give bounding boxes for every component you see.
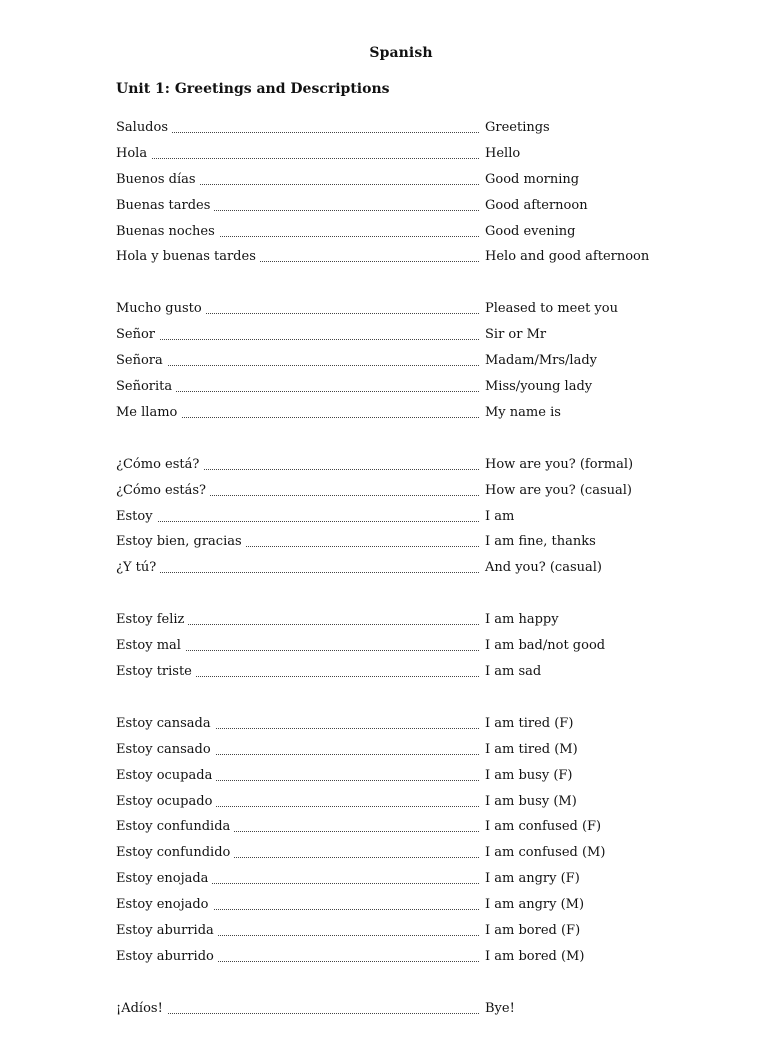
spanish-term-cell <box>116 244 479 270</box>
spanish-term: Señorita <box>116 379 176 394</box>
vocab-row <box>116 814 676 840</box>
unit-title: Unit 1: Greetings and Descriptions <box>116 81 390 97</box>
spanish-term: Mucho gusto <box>116 301 206 316</box>
spanish-term-cell <box>116 659 479 685</box>
spanish-term-cell <box>116 193 479 219</box>
spanish-term: Señor <box>116 327 159 342</box>
vocab-row <box>116 866 676 892</box>
english-translation: Pleased to meet you <box>485 301 618 317</box>
spanish-term: ¿Cómo está? <box>116 457 203 472</box>
english-translation: Good evening <box>485 223 576 239</box>
vocab-row <box>116 322 676 348</box>
spanish-term: Hola <box>116 146 151 161</box>
vocab-row <box>116 348 676 374</box>
english-translation: I am fine, thanks <box>485 534 596 550</box>
spanish-term-cell <box>116 763 479 789</box>
vocab-row <box>116 711 676 737</box>
vocab-row <box>116 219 676 245</box>
spanish-term: Buenas tardes <box>116 198 214 213</box>
vocab-row <box>116 737 676 763</box>
spanish-term-cell <box>116 892 479 918</box>
spanish-term: Estoy ocupado <box>116 794 216 809</box>
spanish-term: ¿Y tú? <box>116 560 160 575</box>
english-translation: I am bored (M) <box>485 948 585 964</box>
spanish-term: Estoy enojado <box>116 897 213 912</box>
vocab-row <box>116 633 676 659</box>
vocab-row <box>116 141 676 167</box>
spanish-term: Buenos días <box>116 172 200 187</box>
english-translation: Good morning <box>485 171 580 187</box>
english-translation: I am busy (F) <box>485 767 573 783</box>
english-translation: How are you? (casual) <box>485 482 632 498</box>
english-translation: Bye! <box>485 1000 515 1016</box>
spanish-term: Me llamo <box>116 405 181 420</box>
vocab-row <box>116 115 676 141</box>
spanish-term: Estoy enojada <box>116 871 212 886</box>
vocab-row <box>116 478 676 504</box>
vocab-row <box>116 892 676 918</box>
spanish-term-cell <box>116 996 479 1022</box>
spanish-term-cell <box>116 607 479 633</box>
vocab-row <box>116 504 676 530</box>
spanish-term: Estoy feliz <box>116 612 188 627</box>
spanish-term: Estoy <box>116 509 157 524</box>
english-translation: I am tired (F) <box>485 715 574 731</box>
vocab-group <box>116 115 676 270</box>
english-translation: I am confused (M) <box>485 845 606 861</box>
dot-leader <box>116 339 479 340</box>
english-translation: Sir or Mr <box>485 327 547 343</box>
spanish-term-cell <box>116 115 479 141</box>
spanish-term: Estoy cansado <box>116 742 215 757</box>
english-translation: I am busy (M) <box>485 793 577 809</box>
spanish-term: Estoy triste <box>116 664 196 679</box>
spanish-term: Buenas noches <box>116 224 219 239</box>
english-translation: I am <box>485 508 515 524</box>
vocab-row <box>116 763 676 789</box>
english-translation: Hello <box>485 145 521 161</box>
spanish-term: Estoy ocupada <box>116 768 216 783</box>
spanish-term: ¿Cómo estás? <box>116 483 210 498</box>
vocab-row <box>116 607 676 633</box>
spanish-term-cell <box>116 918 479 944</box>
vocab-row <box>116 374 676 400</box>
vocab-row <box>116 400 676 426</box>
spanish-term-cell <box>116 141 479 167</box>
english-translation: How are you? (formal) <box>485 456 634 472</box>
vocab-row <box>116 452 676 478</box>
english-translation: Madam/Mrs/lady <box>485 353 597 369</box>
spanish-term-cell <box>116 555 479 581</box>
vocab-row <box>116 840 676 866</box>
dot-leader <box>116 365 479 366</box>
vocab-row <box>116 555 676 581</box>
spanish-term-cell <box>116 348 479 374</box>
vocab-row <box>116 918 676 944</box>
english-translation: I am angry (M) <box>485 897 585 913</box>
spanish-term: Estoy mal <box>116 638 185 653</box>
spanish-term: Estoy bien, gracias <box>116 534 246 549</box>
vocab-row <box>116 789 676 815</box>
dot-leader <box>116 521 479 522</box>
spanish-term: Señora <box>116 353 167 368</box>
spanish-term-cell <box>116 374 479 400</box>
spanish-term-cell <box>116 633 479 659</box>
dot-leader <box>116 158 479 159</box>
vocab-row <box>116 529 676 555</box>
vocab-row <box>116 944 676 970</box>
spanish-term-cell <box>116 478 479 504</box>
vocab-row <box>116 193 676 219</box>
vocab-list <box>116 115 676 1048</box>
vocab-group <box>116 452 676 581</box>
spanish-term-cell <box>116 219 479 245</box>
english-translation: I am happy <box>485 612 559 628</box>
dot-leader <box>116 572 479 573</box>
english-translation: My name is <box>485 404 561 420</box>
spanish-term-cell <box>116 452 479 478</box>
spanish-term-cell <box>116 711 479 737</box>
spanish-term-cell <box>116 789 479 815</box>
spanish-term-cell <box>116 400 479 426</box>
english-translation: And you? (casual) <box>485 560 602 576</box>
spanish-term: Hola y buenas tardes <box>116 249 260 264</box>
spanish-term-cell <box>116 944 479 970</box>
english-translation: I am confused (F) <box>485 819 602 835</box>
spanish-term: Saludos <box>116 120 172 135</box>
spanish-term: Estoy aburrida <box>116 923 218 938</box>
spanish-term-cell <box>116 866 479 892</box>
spanish-term-cell <box>116 322 479 348</box>
english-translation: I am sad <box>485 664 542 680</box>
vocab-row <box>116 167 676 193</box>
vocab-row <box>116 244 676 270</box>
vocab-group <box>116 296 676 425</box>
page-title: Spanish <box>369 45 433 61</box>
spanish-term: Estoy aburrido <box>116 949 218 964</box>
vocab-row <box>116 996 676 1022</box>
spanish-term: Estoy cansada <box>116 716 215 731</box>
spanish-term: Estoy confundido <box>116 845 234 860</box>
english-translation: I am bad/not good <box>485 638 606 654</box>
spanish-term-cell <box>116 840 479 866</box>
vocab-row <box>116 296 676 322</box>
dot-leader <box>116 1013 479 1014</box>
spanish-term-cell <box>116 167 479 193</box>
english-translation: Good afternoon <box>485 197 588 213</box>
english-translation: Miss/young lady <box>485 379 593 395</box>
vocab-group <box>116 711 676 970</box>
english-translation: I am angry (F) <box>485 871 580 887</box>
vocab-row <box>116 659 676 685</box>
english-translation: Greetings <box>485 120 550 135</box>
vocab-group <box>116 607 676 685</box>
spanish-term: Estoy confundida <box>116 819 234 834</box>
vocab-group <box>116 996 676 1022</box>
spanish-term-cell <box>116 504 479 530</box>
spanish-term-cell <box>116 529 479 555</box>
english-translation: I am bored (F) <box>485 923 581 939</box>
spanish-term-cell <box>116 737 479 763</box>
spanish-term-cell <box>116 814 479 840</box>
spanish-term: ¡Adíos! <box>116 1001 167 1016</box>
english-translation: Helo and good afternoon <box>485 249 650 265</box>
spanish-term-cell <box>116 296 479 322</box>
english-translation: I am tired (M) <box>485 741 578 757</box>
